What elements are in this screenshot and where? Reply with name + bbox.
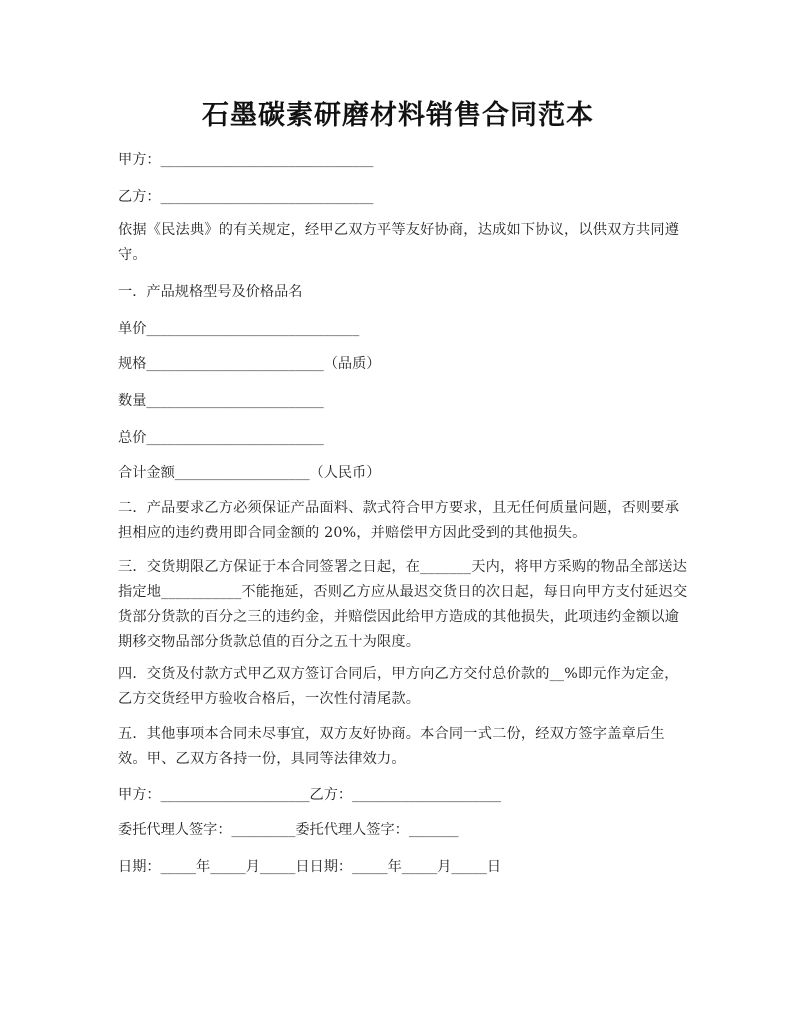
section-5-paragraph: 五．其他事项本合同未尽事宜，双方友好协商。本合同一式二份，经双方签字盖章后生效。甲、乙双方各持一份，具同等法律效力。 bbox=[118, 726, 665, 767]
section-3-paragraph: 三．交货期限乙方保证于本合同签署之日起，在_______天内，将甲方采购的物品全部送达指定地___________不能拖延，否则乙方应从最迟交货日的次日起，每日向甲方支付延迟交货部分货款的百分之三的违约金，并赔偿因此给甲方造成的其他损失，此项违约金额以逾期移交物品部分货款总值的百分之五十为限度。 bbox=[118, 559, 688, 650]
spec-line: 规格_________________________（品质） bbox=[118, 356, 381, 372]
section-4-paragraph: 四．交货及付款方式甲乙双方签订合同后，甲方向乙方交付总价款的__%即元作为定金，乙方交货经甲方验收合格后，一次性付清尾款。 bbox=[118, 666, 679, 707]
unit-price-line: 单价______________________________ bbox=[118, 321, 360, 337]
section-2-paragraph: 二．产品要求乙方必须保证产品面料、款式符合甲方要求，且无任何质量问题，否则要承担相应的违约费用即合同金额的 20%，并赔偿甲方因此受到的其他损失。 bbox=[118, 500, 680, 541]
total-price-line: 总价_________________________ bbox=[118, 430, 324, 446]
total-amount-line: 合计金额___________________（人民币） bbox=[118, 465, 381, 481]
party-b-line: 乙方：______________________________ bbox=[118, 189, 374, 205]
signature-dates-line: 日期：_____年_____月_____日日期：_____年_____月_____日 bbox=[118, 859, 502, 875]
party-a-line: 甲方：______________________________ bbox=[118, 152, 374, 168]
intro-paragraph: 依据《民法典》的有关规定，经甲乙双方平等友好协商，达成如下协议，以供双方共同遵守。 bbox=[118, 222, 680, 263]
page-title: 石墨碳素研磨材料销售合同范本 bbox=[202, 100, 594, 131]
quantity-line: 数量_________________________ bbox=[118, 393, 324, 409]
signature-agents-line: 委托代理人签字：_________委托代理人签字：_______ bbox=[118, 822, 459, 838]
signature-parties-line: 甲方：_____________________乙方：_____________________ bbox=[118, 787, 502, 803]
section-1-heading: 一．产品规格型号及价格品名 bbox=[118, 284, 303, 300]
